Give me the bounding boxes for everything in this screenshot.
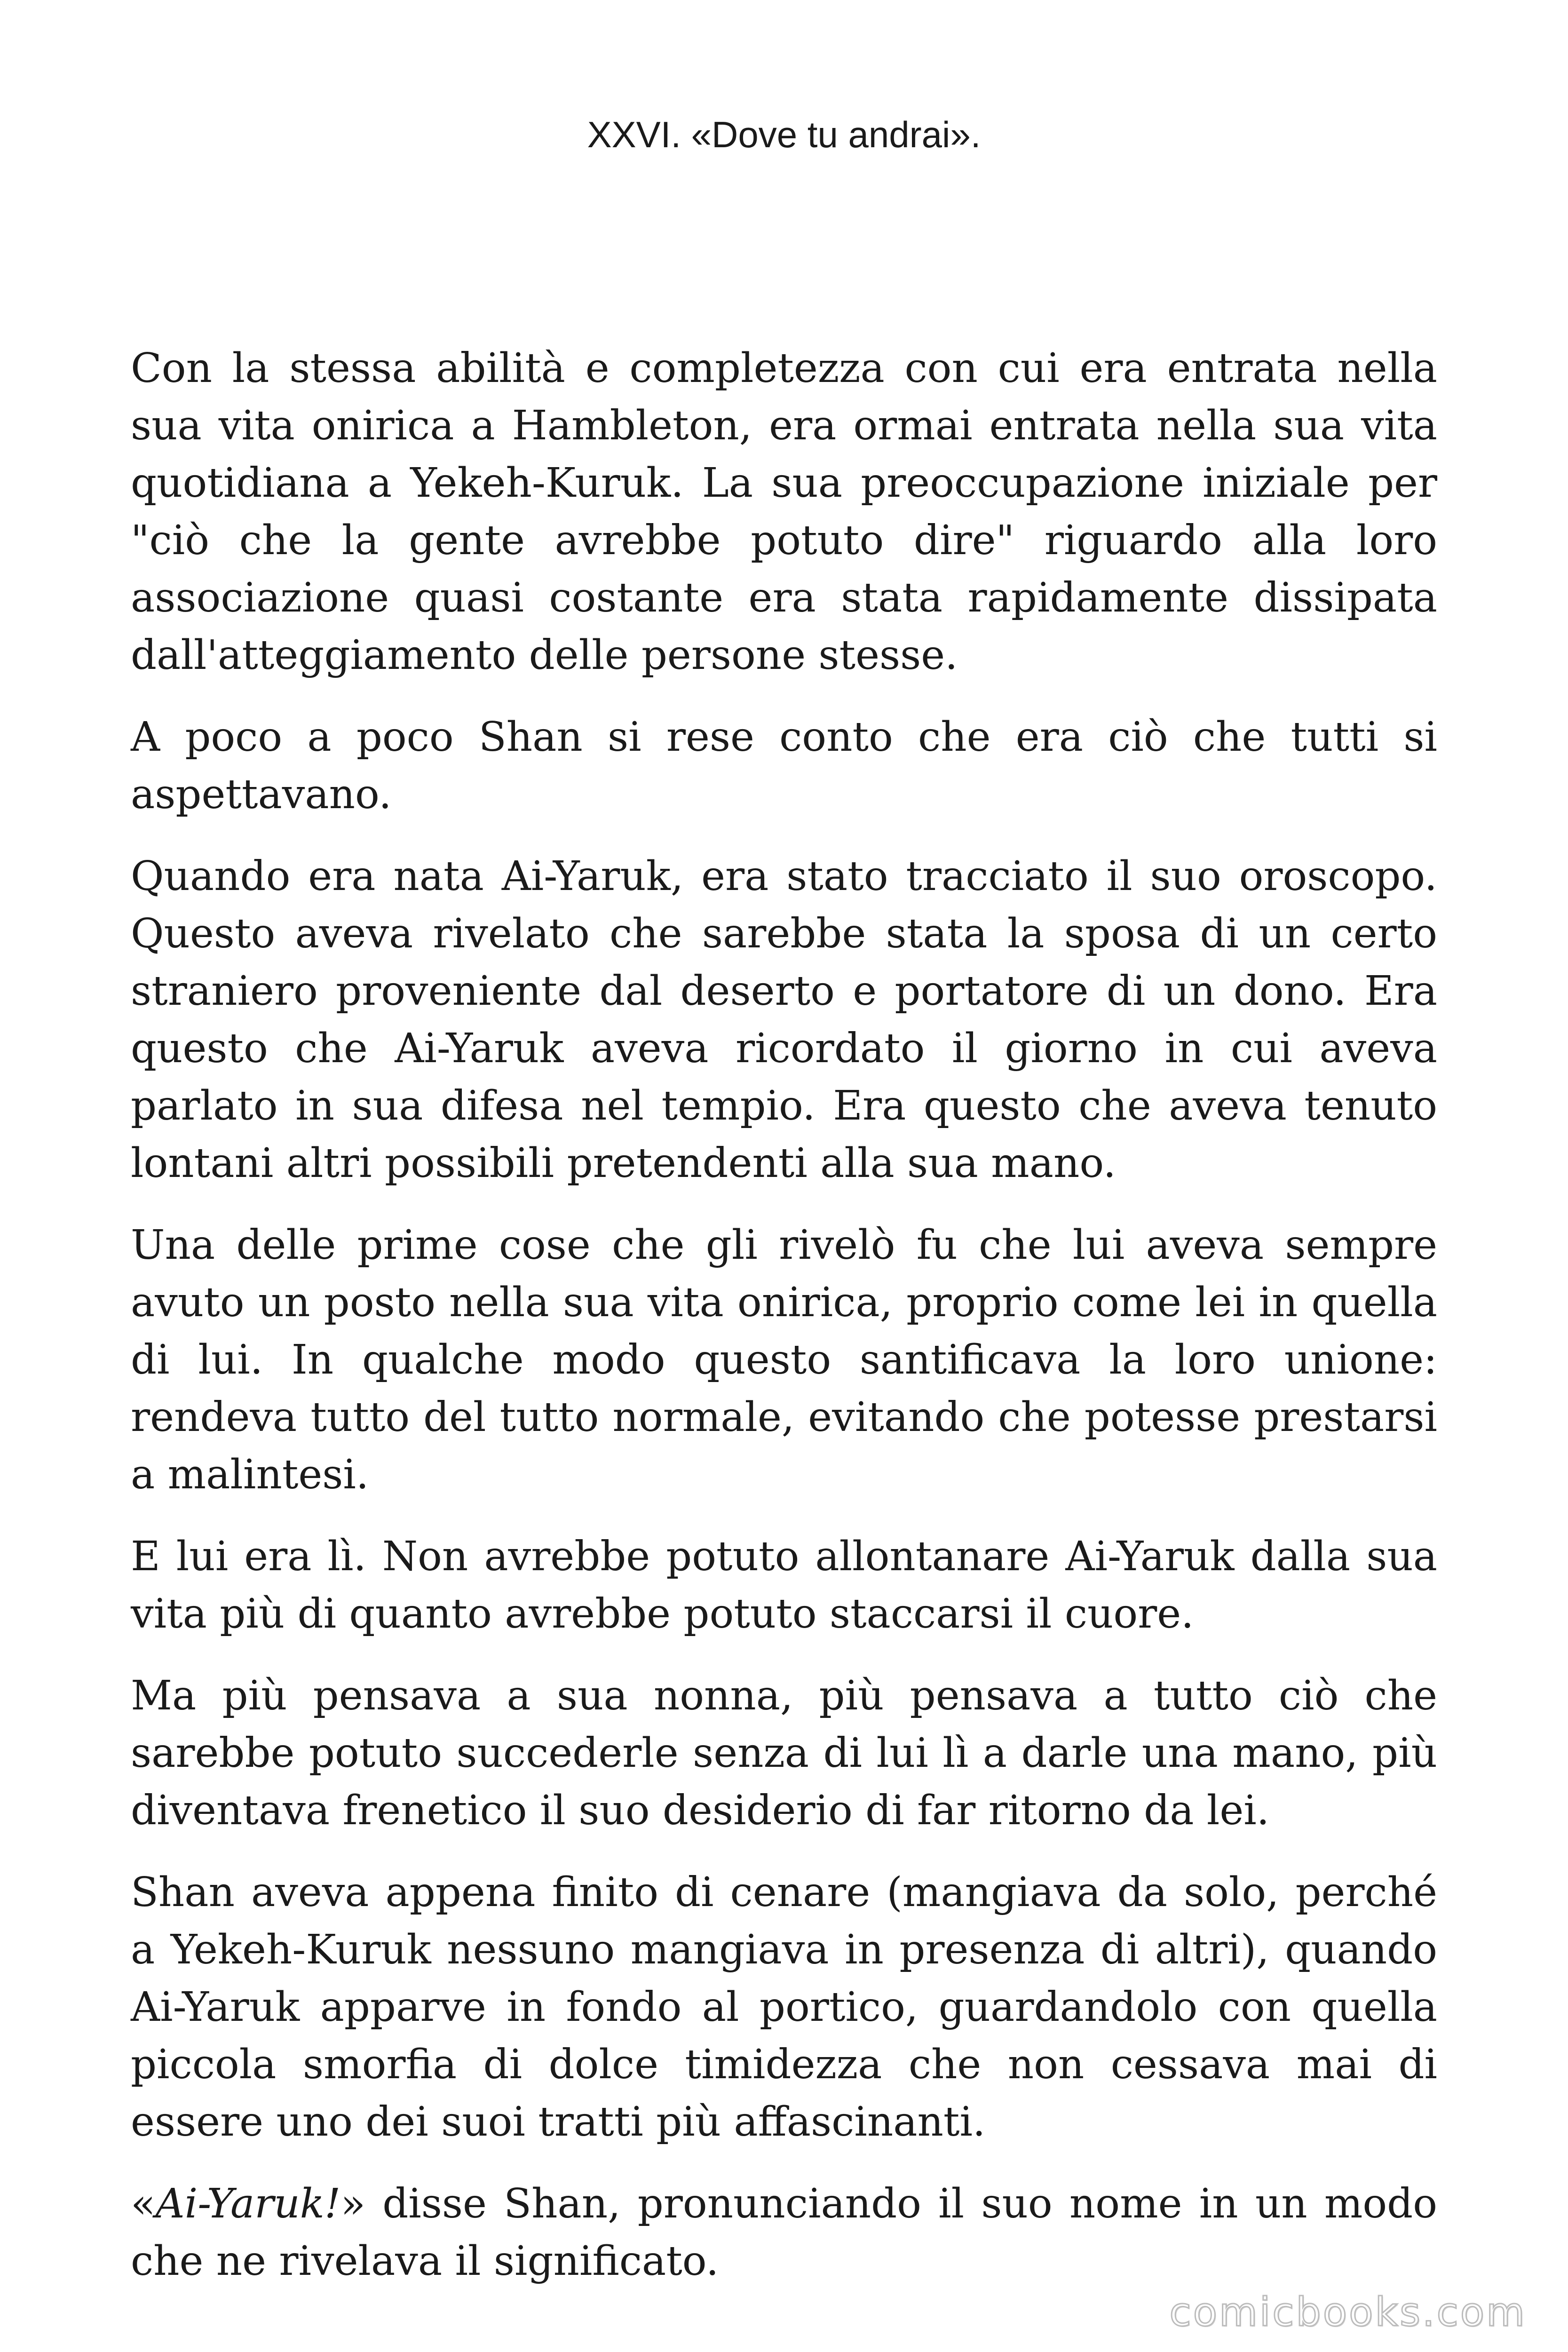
paragraph-6: Ma più pensava a sua nonna, più pensava a tutto ciò che sarebbe potuto succederle senza di lui lì a darle una mano, più diventava frenetico il suo desiderio di far ritorno da lei. [131,1672,1437,1834]
paragraph-3: Quando era nata Ai-Yaruk, era stato tracciato il suo oroscopo. Questo aveva rivelato che sarebbe stata la sposa di un certo straniero proveniente dal deserto e portatore di un dono. Era questo che Ai-Yaruk aveva ricordato il giorno in cui aveva parlato in sua difesa nel tempio. Era questo che aveva tenuto lontani altri possibili pretendenti alla sua mano. [131,853,1437,1187]
paragraph-2: A poco a poco Shan si rese conto che era ciò che tutti si aspettavano. [131,714,1437,818]
chapter-body [131,340,1437,2314]
paragraph-7: Shan aveva appena finito di cenare (mangiava da solo, perché a Yekeh-Kuruk nessuno mangiava in presenza di altri), quando Ai-Yaruk apparve in fondo al portico, guardandolo con quella piccola smorfia di dolce timidezza che non cessava mai di essere uno dei suoi tratti più affascinanti. [131,1869,1437,2145]
chapter-title: XXVI. «Dove tu andrai». [587,114,981,155]
paragraph-5: E lui era lì. Non avrebbe potuto allontanare Ai-Yaruk dalla sua vita più di quanto avrebbe potuto staccarsi il cuore. [131,1533,1437,1637]
paragraph-1: Con la stessa abilità e completezza con cui era entrata nella sua vita onirica a Hambleton, era ormai entrata nella sua vita quotidiana a Yekeh-Kuruk. La sua preoccupazione iniziale per "ciò che la gente avrebbe potuto dire" riguardo alla loro associazione quasi costante era stata rapidamente dissipata dall'atteggiamento delle persone stesse. [131,345,1437,679]
italic-speech: Ai-Yaruk! [155,2180,341,2227]
paragraph-4: Una delle prime cose che gli rivelò fu che lui aveva sempre avuto un posto nella sua vita onirica, proprio come lei in quella di lui. In qualche modo questo santificava la loro unione: rendeva tutto del tutto normale, evitando che potesse prestarsi a malintesi. [131,1222,1437,1498]
paragraph-8-rest: disse Shan, pronunciando il suo nome in un modo che ne rivelava il significato. [131,2180,1437,2285]
close-quote: » [341,2180,366,2227]
watermark: comicbooks.com [1169,2289,1527,2335]
open-quote: « [131,2180,156,2227]
paragraph-8 [131,2175,1437,2290]
